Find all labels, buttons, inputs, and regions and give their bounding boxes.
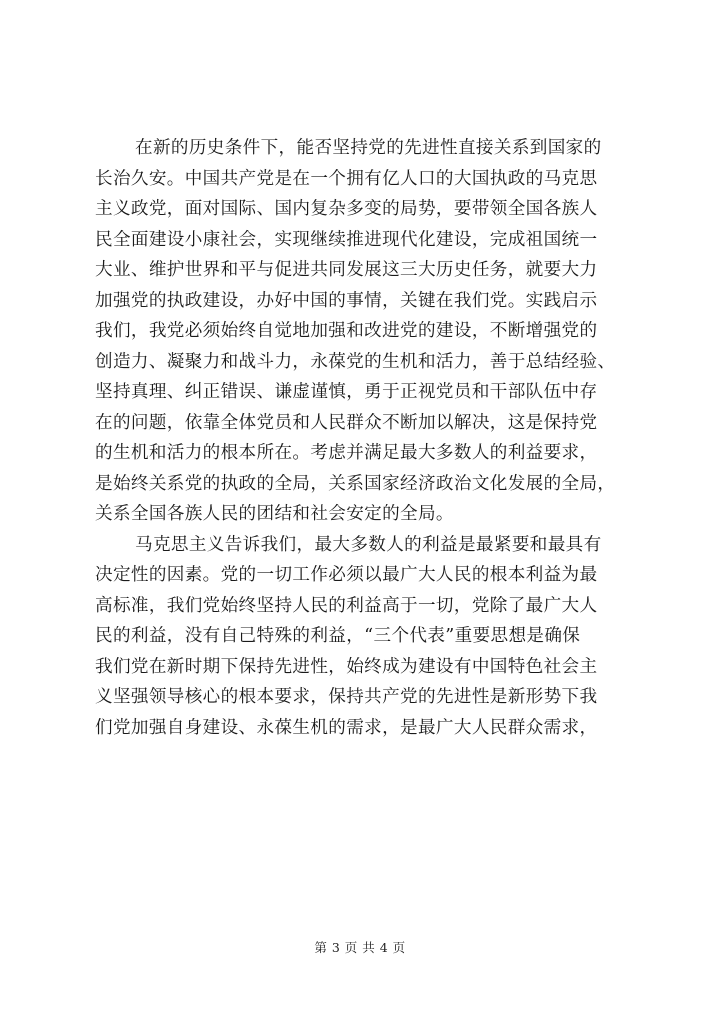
paragraph-1-line-2: 长治久安。中国共产党是在一个拥有亿人口的大国执政的马克思 [95, 168, 598, 189]
paragraph-2-line-1: 马克思主义告诉我们，最大多数人的利益是最紧要和最具有 [135, 534, 602, 555]
paragraph-1-line-9: 坚持真理、纠正错误、谦虚谨慎，勇于正视党员和干部队伍中存 [95, 382, 598, 402]
paragraph-1-line-1: 在新的历史条件下，能否坚持党的先进性直接关系到国家的 [135, 138, 602, 158]
paragraph-1-line-8: 创造力、凝聚力和战斗力，永葆党的生机和活力，善于总结经验、 [95, 351, 616, 372]
page-number-footer: 第 3 页 共 4 页 [314, 940, 406, 955]
paragraph-1-line-3: 主义政党，面对国际、国内复杂多变的局势，要带领全国各族人 [95, 199, 598, 219]
paragraph-1-line-5: 大业、维护世界和平与促进共同发展这三大历史任务，就要大力 [95, 260, 598, 280]
paragraph-2-line-6: 义坚强领导核心的根本要求，保持共产党的先进性是新形势下我 [95, 687, 598, 707]
paragraph-2-line-2: 决定性的因素。党的一切工作必须以最广大人民的根本利益为最 [95, 565, 598, 585]
paragraph-2-line-4: 民的利益，没有自己特殊的利益，“三个代表”重要思想是确保 [95, 626, 581, 646]
body-text [95, 133, 641, 743]
paragraph-1-line-7: 我们，我党必须始终自觉地加强和改进党的建设，不断增强党的 [95, 321, 598, 341]
paragraph-1-line-11: 的生机和活力的根本所在。考虑并满足最大多数人的利益要求， [95, 443, 598, 463]
paragraph-2-line-7: 们党加强自身建设、永葆生机的需求，是最广大人民群众需求， [95, 717, 598, 738]
paragraph-2-line-5: 我们党在新时期下保持先进性，始终成为建设有中国特色社会主 [95, 656, 598, 677]
paragraph-1-line-6: 加强党的执政建设，办好中国的事情，关键在我们党。实践启示 [95, 290, 598, 311]
paragraph-2-line-3: 高标准，我们党始终坚持人民的利益高于一切，党除了最广大人 [95, 595, 598, 616]
paragraph-1-line-13: 关系全国各族人民的团结和社会安定的全局。 [95, 504, 454, 524]
paragraph-1-line-10: 在的问题，依靠全体党员和人民群众不断加以解决，这是保持党 [95, 412, 598, 433]
paragraph-1-line-12: 是始终关系党的执政的全局，关系国家经济政治文化发展的全局， [95, 473, 616, 494]
paragraph-1-line-4: 民全面建设小康社会，实现继续推进现代化建设，完成祖国统一 [95, 229, 598, 250]
